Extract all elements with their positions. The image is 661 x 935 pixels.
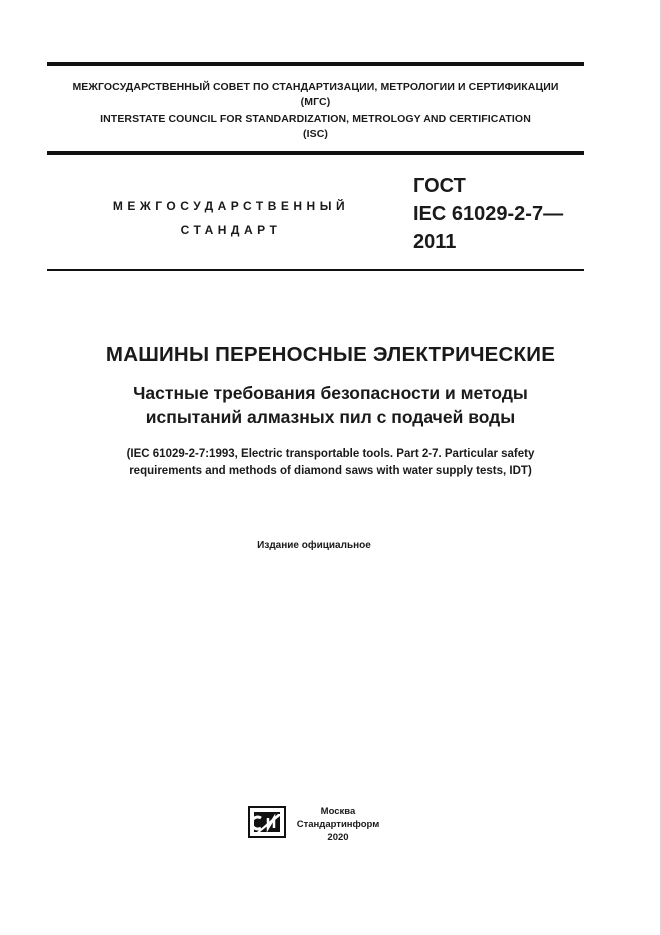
subtitle-line2: испытаний алмазных пил с подачей воды [145,407,516,427]
council-ru [47,80,584,110]
iec-reference [60,446,601,480]
reference-line1: (IEC 61029-2-7:1993, Electric transportable tools. Part 2-7. Particular safety [126,448,535,460]
designation-line1: ГОСТ [413,175,466,197]
designation-line2: IEC 61029-2-7— [413,203,564,225]
standard-kind-line2: СТАНДАРТ [180,223,282,237]
standard-designation [413,172,563,256]
council-en [47,112,584,142]
publisher-block [293,805,383,844]
bottom-rule [47,269,584,271]
middle-rule [47,151,584,155]
designation-line3: 2011 [413,231,457,253]
council-ru-abbr: (МГС) [300,96,331,108]
standartinform-logo-icon [248,806,286,838]
edition-note: Издание официальное [257,540,371,551]
standard-kind [100,194,362,242]
document-subtitle [60,381,601,429]
council-en-abbr: (ISC) [303,128,328,140]
document-title: МАШИНЫ ПЕРЕНОСНЫЕ ЭЛЕКТРИЧЕСКИЕ [105,343,556,366]
publisher-year: 2020 [327,832,349,843]
reference-line2: requirements and methods of diamond saws with water supply tests, IDT) [129,465,532,477]
standard-kind-line1: МЕЖГОСУДАРСТВЕННЫЙ [112,199,350,213]
subtitle-line1: Частные требования безопасности и методы [133,383,528,403]
publisher-city: Москва [320,806,356,817]
publisher-name: Стандартинформ [296,819,380,830]
council-ru-name: МЕЖГОСУДАРСТВЕННЫЙ СОВЕТ ПО СТАНДАРТИЗАЦИИ, МЕТРОЛОГИИ И СЕРТИФИКАЦИИ [72,81,559,93]
council-en-name: INTERSTATE COUNCIL FOR STANDARDIZATION, METROLOGY AND CERTIFICATION [100,113,531,125]
top-rule [47,62,584,66]
